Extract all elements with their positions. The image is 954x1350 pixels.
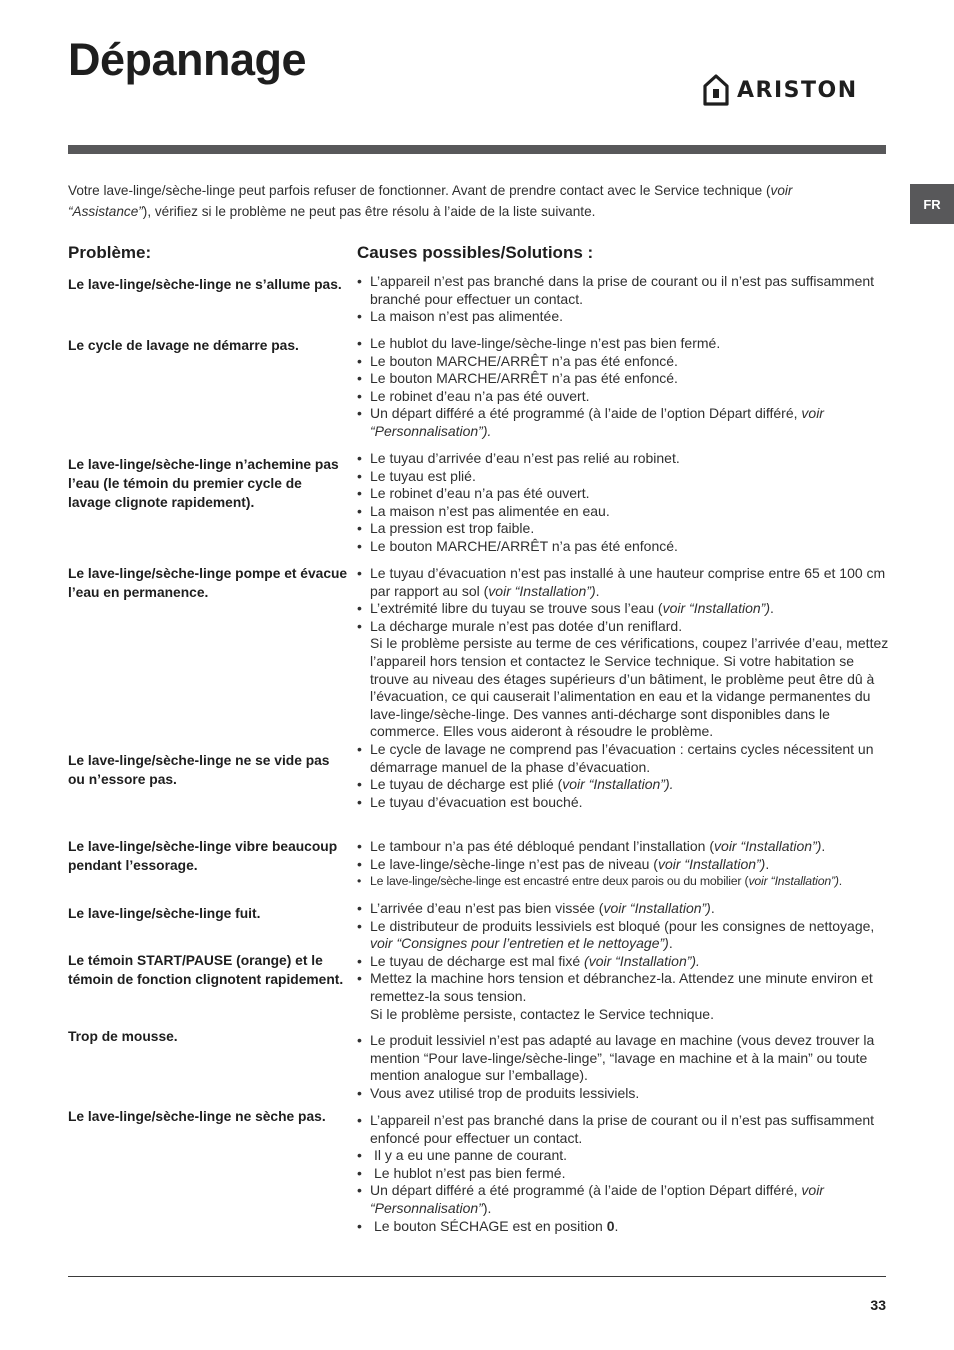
- cause-item: [357, 873, 892, 891]
- header-divider: [68, 145, 886, 154]
- cause-item: [357, 953, 892, 971]
- cause-text-end: .: [821, 838, 826, 854]
- cause-text-end: .: [710, 900, 715, 916]
- cause-reference: voir “Personnalisation”).: [370, 405, 824, 439]
- cause-item: [357, 600, 892, 618]
- ariston-logo: [703, 74, 858, 106]
- cause-text: Mettez la machine hors tension et débranchez-la. Attendez une minute environ et remettez-la sous tension.: [370, 970, 873, 1004]
- cause-reference: (voir “Installation”).: [584, 952, 700, 969]
- cause-item: • Le bouton MARCHE/ARRÊT n’a pas été enfoncé.: [357, 538, 892, 556]
- cause-text: Le tuyau de décharge est plié (: [370, 776, 563, 793]
- footer-divider: [68, 1276, 886, 1277]
- cause-reference: voir “Installation”): [488, 582, 596, 599]
- cause-text: L’extrémité libre du tuyau se trouve sous l’eau (: [370, 600, 663, 617]
- cause-item: • Le bouton MARCHE/ARRÊT n’a pas été enfoncé.: [357, 370, 892, 388]
- causes-list: [357, 450, 892, 556]
- cause-item: • La pression est trop faible.: [357, 520, 892, 538]
- cause-item: • Le tuyau d’évacuation est bouché.: [357, 794, 892, 812]
- intro-reference: voir “Assistance”: [68, 183, 793, 219]
- cause-item: [357, 900, 892, 918]
- causes-column-heading: Causes possibles/Solutions :: [357, 243, 594, 262]
- cause-item: [357, 1218, 892, 1236]
- causes-list: [357, 838, 892, 891]
- cause-item: • L’appareil n’est pas branché dans la prise de courant ou il n’est pas suffisamment enfoncé pour effectuer un contact.: [357, 1112, 892, 1147]
- problem-item: Le lave-linge/sèche-linge pompe et évacue l’eau en permanence.: [68, 566, 348, 600]
- intro-paragraph: [68, 180, 868, 222]
- cause-text-end: .: [614, 1217, 619, 1234]
- cause-text: Le distributeur de produits lessiviels est bloqué (pour les consignes de nettoyage,: [370, 917, 875, 934]
- cause-item: • Le robinet d’eau n’a pas été ouvert.: [357, 388, 892, 406]
- cause-item: [357, 856, 892, 874]
- problem-item: Le lave-linge/sèche-linge ne s’allume pas.: [68, 277, 342, 292]
- cause-text-end: .: [838, 874, 842, 889]
- problem-item: Le cycle de lavage ne démarre pas.: [68, 338, 299, 353]
- cause-reference: voir “Installation”): [603, 900, 711, 916]
- causes-list: [357, 335, 892, 441]
- causes-list: [357, 273, 892, 326]
- page-title: Dépannage: [68, 34, 307, 85]
- cause-reference: voir “Installation”): [662, 600, 770, 617]
- cause-item: • Le tuyau d’arrivée d’eau n’est pas relié au robinet.: [357, 450, 892, 468]
- problem-column-heading: Problème:: [68, 243, 152, 262]
- cause-item: • Vous avez utilisé trop de produits lessiviels.: [357, 1085, 892, 1103]
- cause-item: • Le bouton MARCHE/ARRÊT n’a pas été enfoncé.: [357, 353, 892, 371]
- problem-item: Le témoin START/PAUSE (orange) et le témoin de fonction clignotent rapidement.: [68, 953, 344, 987]
- cause-item: • Le hublot du lave-linge/sèche-linge n’est pas bien fermé.: [357, 335, 892, 353]
- cause-text-end: ).: [482, 1199, 492, 1216]
- intro-text: Votre lave-linge/sèche-linge peut parfois refuser de fonctionner. Avant de prendre contact avec le Service technique (: [68, 183, 771, 198]
- cause-text-end: .: [595, 582, 600, 599]
- cause-item: [357, 405, 892, 440]
- cause-item: [357, 970, 892, 1023]
- cause-value: 0: [606, 1217, 615, 1234]
- language-tab-label: FR: [923, 196, 941, 212]
- cause-item: • La maison n’est pas alimentée.: [357, 308, 892, 326]
- cause-item: • Le tuyau est plié.: [357, 468, 892, 486]
- cause-note: Si le problème persiste au terme de ces vérifications, coupez l’arrivée d’eau, mettez l’appareil hors tension et contactez le Service technique. Si votre habitation se trouve au niveau des étages supérieurs d’un bâtiment, le problème peut être dû à l’évacuation, ce qui causerait l’alimentation en eau et la vidange permanentes du lave-linge/sèche-linge. Des vannes anti-décharge sont disponibles dans le commerce. Elles vous aideront à résoudre le problème.: [370, 635, 889, 740]
- cause-reference: voir “Installation”): [748, 874, 839, 889]
- problem-item: Trop de mousse.: [68, 1029, 178, 1044]
- cause-reference: voir “Installation”): [714, 838, 822, 854]
- cause-item: • Il y a eu une panne de courant.: [357, 1147, 892, 1165]
- cause-item: [357, 565, 892, 600]
- causes-list: [357, 565, 892, 811]
- cause-text: Le tuyau d’évacuation n’est pas installé à une hauteur comprise entre 65 et 100 cm par rapport au sol (: [370, 565, 886, 599]
- cause-item: • Le produit lessiviel n’est pas adapté au lavage en machine (vous devez trouver la mention “Pour lave-linge/sèche-linge”, “lavage en machine et à la main” ou toute mention analogue sur l’emballage).: [357, 1032, 892, 1085]
- cause-text-end: .: [769, 600, 774, 617]
- cause-text-end: .: [668, 935, 673, 952]
- cause-text: Le tuyau de décharge est mal fixé: [370, 952, 585, 969]
- cause-item: [357, 776, 892, 794]
- language-tab[interactable]: [910, 184, 954, 224]
- cause-item: • Le hublot n’est pas bien fermé.: [357, 1165, 892, 1183]
- cause-text: Le lave-linge/sèche-linge est encastré entre deux parois ou du mobilier (: [370, 874, 749, 889]
- cause-text: Un départ différé a été programmé (à l’aide de l’option Départ différé,: [370, 1182, 802, 1199]
- causes-list: [357, 1112, 892, 1235]
- cause-item: [357, 918, 892, 953]
- cause-reference: voir “Personnalisation”: [370, 1182, 824, 1216]
- problem-item: Le lave-linge/sèche-linge ne sèche pas.: [68, 1109, 326, 1124]
- brand-name: ARISTON: [737, 77, 858, 103]
- cause-text-end: .: [765, 855, 770, 872]
- causes-list: [357, 1032, 892, 1102]
- cause-item: • Le cycle de lavage ne comprend pas l’évacuation : certains cycles nécessitent un démarrage manuel de la phase d’évacuation.: [357, 741, 892, 776]
- cause-reference: voir “Installation”).: [562, 776, 674, 793]
- cause-item: • L’appareil n’est pas branché dans la prise de courant ou il n’est pas suffisamment branché pour effectuer un contact.: [357, 273, 892, 308]
- problem-item: Le lave-linge/sèche-linge n’achemine pas l’eau (le témoin du premier cycle de lavage clignote rapidement).: [68, 457, 339, 510]
- problem-item: Le lave-linge/sèche-linge fuit.: [68, 906, 261, 921]
- cause-text: Le tambour n’a pas été débloqué pendant l’installation (: [370, 838, 715, 854]
- cause-item: [357, 618, 892, 741]
- cause-text: L’arrivée d’eau n’est pas bien vissée (: [370, 900, 604, 916]
- cause-item: [357, 838, 892, 856]
- cause-text: La décharge murale n’est pas dotée d’un reniflard.: [370, 617, 683, 634]
- cause-reference: voir “Consignes pour l’entretien et le nettoyage”): [370, 935, 669, 952]
- cause-item: • La maison n’est pas alimentée en eau.: [357, 503, 892, 521]
- cause-text: Le bouton SÉCHAGE est en position: [374, 1217, 607, 1234]
- intro-text-end: ), vérifiez si le problème ne peut pas être résolu à l’aide de la liste suivante.: [142, 204, 596, 219]
- causes-list: [357, 900, 892, 1023]
- cause-note: Si le problème persiste, contactez le Service technique.: [370, 1005, 714, 1022]
- cause-item: • Le robinet d’eau n’a pas été ouvert.: [357, 485, 892, 503]
- cause-text: Un départ différé a été programmé (à l’aide de l’option Départ différé,: [370, 405, 802, 422]
- cause-item: [357, 1182, 892, 1217]
- problem-item: Le lave-linge/sèche-linge vibre beaucoup pendant l’essorage.: [68, 839, 338, 873]
- cause-reference: voir “Installation”): [657, 855, 766, 872]
- cause-text: Le lave-linge/sèche-linge n’est pas de niveau (: [370, 855, 658, 872]
- page-number: 33: [870, 1297, 886, 1313]
- house-icon: [703, 74, 729, 106]
- problem-item: Le lave-linge/sèche-linge ne se vide pas ou n’essore pas.: [68, 753, 330, 787]
